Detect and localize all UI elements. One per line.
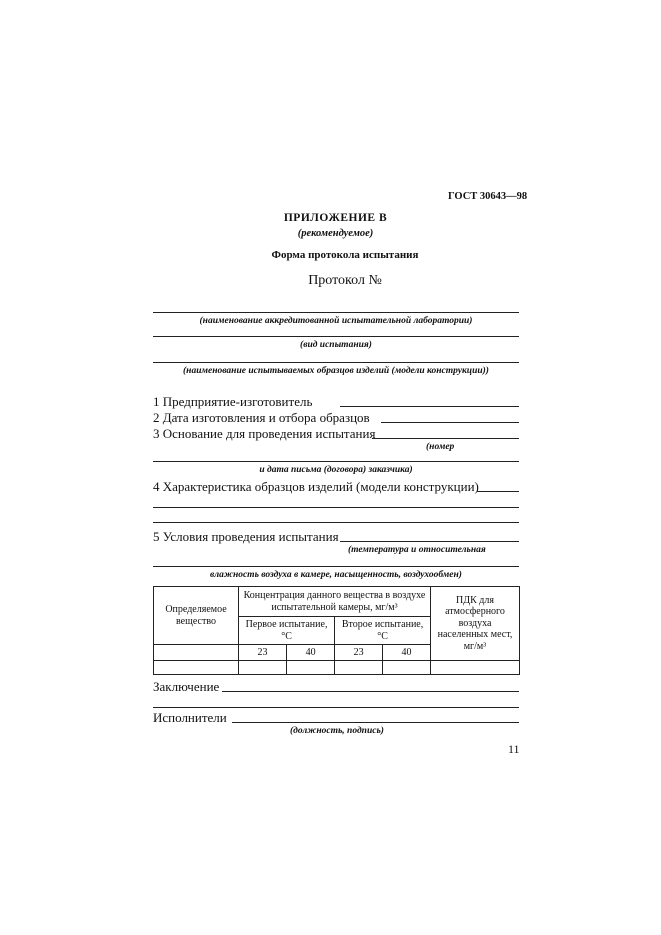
- conclusion-line-2[interactable]: [153, 707, 519, 708]
- data-cell[interactable]: [154, 661, 239, 675]
- characteristics-label: 4 Характеристика образцов изделий (модели конструкции): [153, 479, 479, 494]
- standard-number: ГОСТ 30643—98: [448, 191, 528, 202]
- page-number: 11: [508, 742, 520, 756]
- letter-line[interactable]: [153, 461, 519, 462]
- data-cell[interactable]: [287, 661, 335, 675]
- concentration-table: [153, 586, 520, 675]
- data-cell[interactable]: [383, 661, 431, 675]
- lab-name-line[interactable]: [153, 312, 519, 313]
- conditions-caption-2: влажность воздуха в камере, насыщенность, воздухообмен): [210, 570, 462, 580]
- conclusion-line-1[interactable]: [222, 691, 519, 692]
- test-kind-caption: (вид испытания): [300, 340, 372, 350]
- number-caption: (номер: [426, 442, 455, 452]
- conditions-line-2[interactable]: [153, 566, 519, 567]
- signature-caption: (должность, подпись): [290, 726, 384, 736]
- temp-cell: 40: [287, 645, 335, 661]
- temp-cell: 40: [383, 645, 431, 661]
- temp-cell: 23: [239, 645, 287, 661]
- conditions-label: 5 Условия проведения испытания: [153, 529, 339, 544]
- test-kind-line[interactable]: [153, 336, 519, 337]
- appendix-title: ПРИЛОЖЕНИЕ В: [283, 212, 388, 224]
- characteristics-line-2[interactable]: [153, 507, 519, 508]
- executors-label: Исполнители: [153, 710, 227, 725]
- concentration-header: Концентрация данного вещества в воздухе испытательной камеры, мг/м³: [239, 587, 431, 617]
- samples-name-caption: (наименование испытываемых образцов изделий (модели конструкции)): [183, 366, 489, 376]
- pdk-header: ПДК для атмосферного воздуха населенных мест, мг/м³: [431, 587, 520, 661]
- lab-name-caption: (наименование аккредитованной испытательной лаборатории): [199, 316, 473, 326]
- characteristics-line-1[interactable]: [477, 491, 519, 492]
- conditions-caption-1: (температура и относительная: [348, 545, 486, 555]
- samples-name-line[interactable]: [153, 362, 519, 363]
- characteristics-line-3[interactable]: [153, 522, 519, 523]
- conclusion-label: Заключение: [153, 679, 220, 694]
- second-test-header: Второе испытание, °С: [335, 617, 431, 645]
- manufacturer-line[interactable]: [340, 406, 519, 407]
- basis-line[interactable]: [372, 438, 519, 439]
- data-cell[interactable]: [239, 661, 287, 675]
- data-cell[interactable]: [335, 661, 383, 675]
- temp-cell: 23: [335, 645, 383, 661]
- conditions-line-1[interactable]: [340, 541, 519, 542]
- data-cell[interactable]: [431, 661, 520, 675]
- executors-line[interactable]: [232, 722, 519, 723]
- form-title: Форма протокола испытания: [271, 249, 419, 261]
- first-test-header: Первое испытание, °С: [239, 617, 335, 645]
- letter-date-caption: и дата письма (договора) заказчика): [259, 465, 413, 475]
- protocol-title: Протокол №: [308, 273, 382, 288]
- manufacturer-label: 1 Предприятие-изготовитель: [153, 394, 313, 409]
- basis-label: 3 Основание для проведения испытания: [153, 426, 376, 441]
- substance-header: Определяемое вещество: [154, 587, 239, 645]
- date-line[interactable]: [381, 422, 519, 423]
- substance-empty-cell: [154, 645, 239, 661]
- appendix-status: (рекомендуемое): [297, 228, 374, 239]
- date-label: 2 Дата изготовления и отбора образцов: [153, 410, 370, 425]
